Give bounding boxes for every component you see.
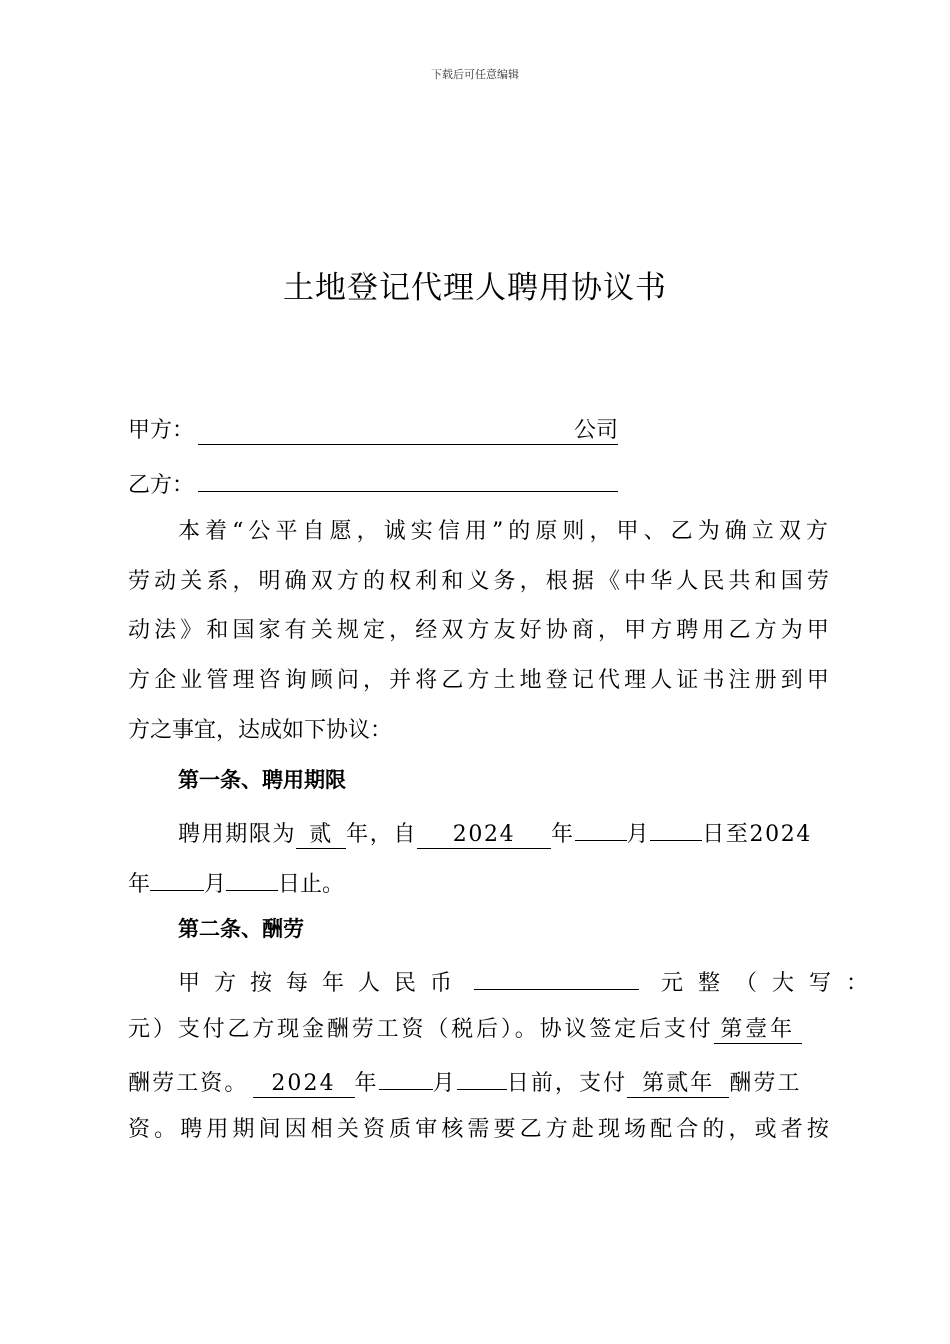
end-day-label: 日止。 <box>278 872 345 897</box>
intro-line-4: 方企业管理咨询顾问，并将乙方土地登记代理人证书注册到甲 <box>128 668 833 693</box>
article-1-line-1 <box>128 816 833 850</box>
amount-words-label: 元整（大写： <box>661 971 884 996</box>
pay-day-field[interactable] <box>457 1065 507 1090</box>
party-a-suffix: 公司 <box>574 418 619 443</box>
intro-line-2: 劳动关系，明确双方的权利和义务，根据《中华人民共和国劳 <box>128 569 833 594</box>
party-a-line <box>128 416 833 446</box>
article-2-line-4: 资。聘用期间因相关资质审核需要乙方赴现场配合的，或者按 <box>128 1117 833 1142</box>
end-day-field[interactable] <box>226 866 278 891</box>
start-day-field[interactable] <box>650 816 702 841</box>
year-label: 年 <box>550 822 575 847</box>
term-label: 聘用期限为 <box>178 822 297 847</box>
second-year-field[interactable]: 第贰年 <box>627 1071 729 1098</box>
pay-year-label: 年 <box>354 1071 379 1096</box>
from-label: 年，自 <box>346 822 417 847</box>
document-title: 土地登记代理人聘用协议书 <box>283 270 667 306</box>
term-years-field[interactable]: 贰 <box>296 822 346 849</box>
pay-month-label: 月 <box>432 1071 457 1096</box>
wage-label-2: 酬劳工 <box>729 1071 802 1096</box>
article-2-line-2 <box>128 1015 833 1045</box>
intro-line-3: 动法》和国家有关规定，经双方友好协商，甲方聘用乙方为甲 <box>128 618 833 643</box>
intro-line-1: 本着“公平自愿，诚实信用”的原则，甲、乙为确立双方 <box>178 519 833 544</box>
article-2-heading: 第二条、酬劳 <box>178 917 304 941</box>
header-note: 下载后可任意编辑 <box>431 68 519 81</box>
wage-label: 酬劳工资。 <box>128 1071 249 1096</box>
end-month-field[interactable] <box>150 866 204 891</box>
start-month-field[interactable] <box>575 816 627 841</box>
annual-rmb-label: 甲方按每年人民币 <box>178 971 467 996</box>
start-year-field[interactable]: 2024 <box>417 822 551 849</box>
end-month-label: 月 <box>204 872 227 897</box>
article-2-line-1 <box>128 965 884 999</box>
party-a-label: 甲方： <box>128 418 195 443</box>
first-year-field[interactable]: 第壹年 <box>714 1017 802 1044</box>
party-b-line <box>128 467 833 501</box>
party-b-label: 乙方： <box>128 473 195 498</box>
pay-month-field[interactable] <box>379 1065 433 1090</box>
pay-before-label: 日前，支付 <box>506 1071 628 1096</box>
article-2-line-3 <box>128 1065 833 1099</box>
amount-field[interactable] <box>474 965 639 990</box>
article-1-line-2 <box>128 866 833 900</box>
party-b-name-field[interactable] <box>198 467 618 492</box>
article-1-heading: 第一条、聘用期限 <box>178 768 346 792</box>
pay-year-field[interactable]: 2024 <box>253 1071 355 1098</box>
to-label: 日至 <box>702 822 750 847</box>
end-year-value: 2024 <box>749 822 812 847</box>
intro-line-5: 方之事宜，达成如下协议： <box>128 718 393 743</box>
end-year-label: 年 <box>128 872 151 897</box>
party-a-name-field[interactable] <box>198 418 618 445</box>
payment-text: 元）支付乙方现金酬劳工资（税后）。协议签定后支付 <box>128 1017 714 1042</box>
month-label: 月 <box>626 822 651 847</box>
